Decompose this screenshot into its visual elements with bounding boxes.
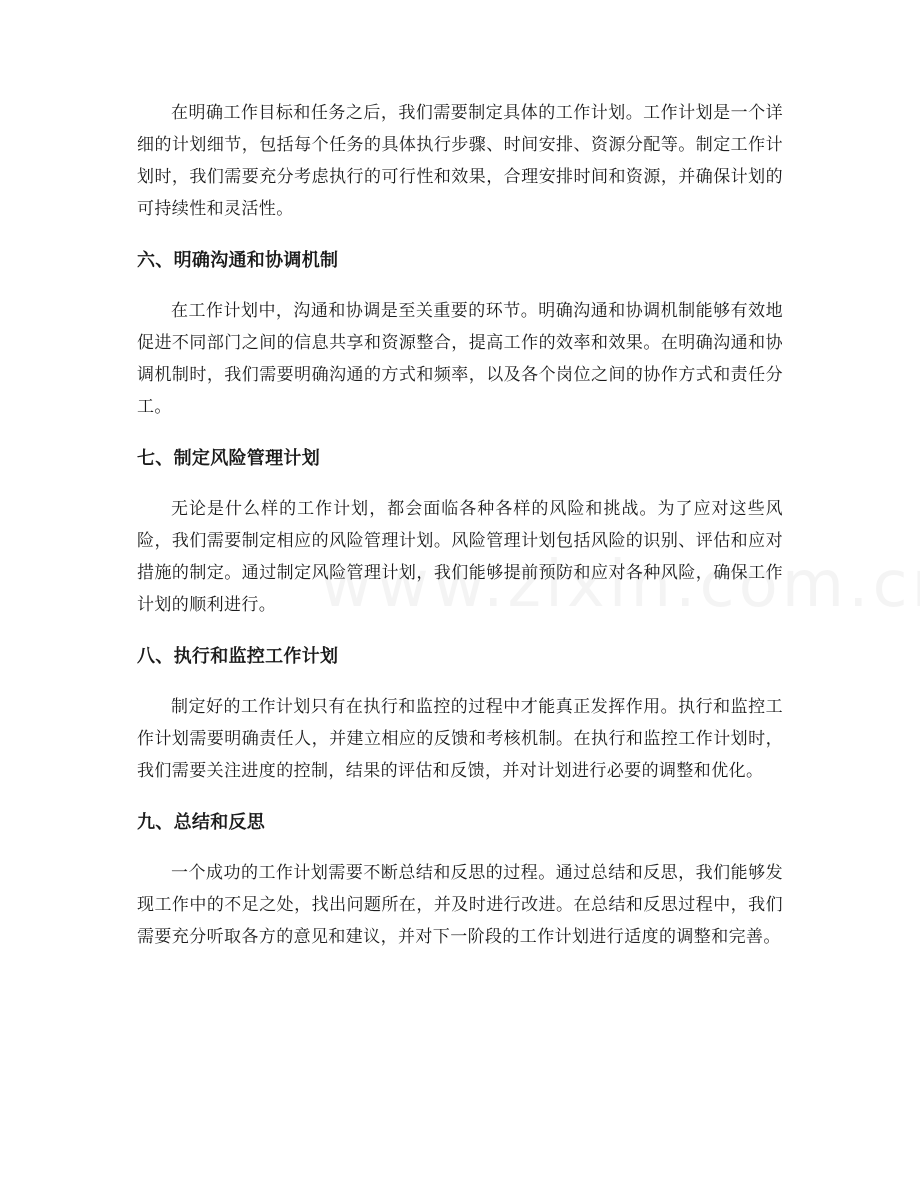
intro-paragraph: 在明确工作目标和任务之后，我们需要制定具体的工作计划。工作计划是一个详细的计划细节，包括每个任务的具体执行步骤、时间安排、资源分配等。制定工作计划时，我们需要充分考虑执行的可行性和效果，合理安排时间和资源，并确保计划的可持续性和灵活性。 — [137, 103, 783, 219]
section-body-7: 无论是什么样的工作计划，都会面临各种各样的风险和挑战。为了应对这些风险，我们需要制定相应的风险管理计划。风险管理计划包括风险的识别、评估和应对措施的制定。通过制定风险管理计划，我们能够提前预防和应对各种风险，确保工作计划的顺利进行。 — [137, 499, 783, 615]
document-body — [137, 97, 783, 973]
section-heading-6: 六、明确沟通和协调机制 — [137, 250, 339, 271]
section-body-8: 制定好的工作计划只有在执行和监控的过程中才能真正发挥作用。执行和监控工作计划需要明确责任人，并建立相应的反馈和考核机制。在执行和监控工作计划时，我们需要关注进度的控制，结果的评估和反馈，并对计划进行必要的调整和优化。 — [137, 697, 783, 781]
section-body-6: 在工作计划中，沟通和协调是至关重要的环节。明确沟通和协调机制能够有效地促进不同部门之间的信息共享和资源整合，提高工作的效率和效果。在明确沟通和协调机制时，我们需要明确沟通的方式和频率，以及各个岗位之间的协作方式和责任分工。 — [137, 301, 783, 417]
section-body-9: 一个成功的工作计划需要不断总结和反思的过程。通过总结和反思，我们能够发现工作中的不足之处，找出问题所在，并及时进行改进。在总结和反思过程中，我们需要充分听取各方的意见和建议，并对下一阶段的工作计划进行适度的调整和完善。 — [137, 863, 783, 947]
section-heading-8: 八、执行和监控工作计划 — [137, 646, 339, 667]
section-heading-9: 九、总结和反思 — [137, 812, 266, 833]
section-heading-7: 七、制定风险管理计划 — [137, 448, 320, 469]
